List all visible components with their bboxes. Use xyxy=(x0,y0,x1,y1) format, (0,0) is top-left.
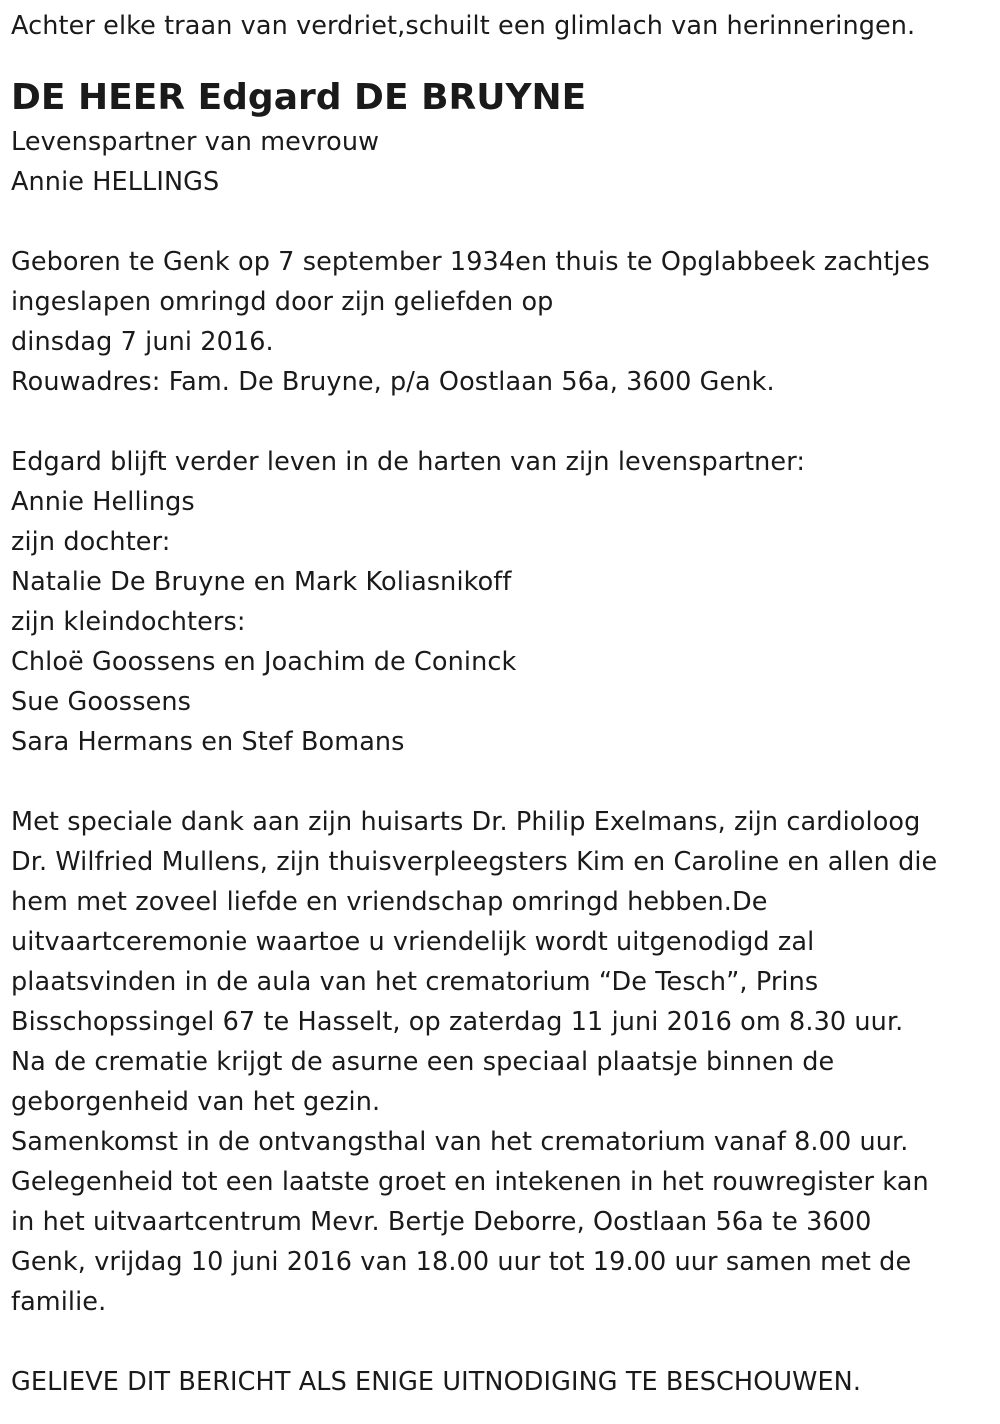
deceased-name-heading: DE HEER Edgard DE BRUYNE xyxy=(11,77,587,118)
birth-death-line: dinsdag 7 juni 2016. xyxy=(11,327,274,357)
ceremony-line: plaatsvinden in de aula van het crematorium “De Tesch”, Prins xyxy=(11,967,819,997)
ceremony-line: geborgenheid van het gezin. xyxy=(11,1087,381,1117)
motto: Achter elke traan van verdriet,schuilt een glimlach van herinneringen. xyxy=(11,11,916,41)
spacer xyxy=(11,762,986,802)
ceremony-line: Samenkomst in de ontvangsthal van het crematorium vanaf 8.00 uur. xyxy=(11,1127,909,1157)
family-line: Sue Goossens xyxy=(11,687,192,717)
ceremony-line: Bisschopssingel 67 te Hasselt, op zaterdag 11 juni 2016 om 8.30 uur. xyxy=(11,1007,904,1037)
birth-death-line: ingeslapen omringd door zijn geliefden op xyxy=(11,287,554,317)
closing-notice: GELIEVE DIT BERICHT ALS ENIGE UITNODIGING TE BESCHOUWEN. xyxy=(11,1367,862,1397)
spacer xyxy=(11,202,986,242)
partner-block xyxy=(11,122,986,202)
family-line: Annie Hellings xyxy=(11,487,195,517)
ceremony-line: Genk, vrijdag 10 juni 2016 van 18.00 uur tot 19.00 uur samen met de xyxy=(11,1247,912,1277)
ceremony-line: hem met zoveel liefde en vriendschap omringd hebben.De xyxy=(11,887,768,917)
ceremony-line: uitvaartceremonie waartoe u vriendelijk wordt uitgenodigd zal xyxy=(11,927,815,957)
birth-death-block xyxy=(11,242,986,402)
spacer xyxy=(11,402,986,442)
family-line: zijn dochter: xyxy=(11,527,171,557)
obituary-notice xyxy=(11,6,986,1402)
family-line: Natalie De Bruyne en Mark Koliasnikoff xyxy=(11,567,512,597)
mourning-address: Rouwadres: Fam. De Bruyne, p/a Oostlaan 56a, 3600 Genk. xyxy=(11,367,775,397)
family-line: zijn kleindochters: xyxy=(11,607,246,637)
partner-line: Levenspartner van mevrouw xyxy=(11,127,380,157)
family-block xyxy=(11,442,986,762)
ceremony-line: Dr. Wilfried Mullens, zijn thuisverpleegsters Kim en Caroline en allen die xyxy=(11,847,938,877)
partner-line: Annie HELLINGS xyxy=(11,167,220,197)
ceremony-block xyxy=(11,802,986,1322)
ceremony-line: Gelegenheid tot een laatste groet en intekenen in het rouwregister kan xyxy=(11,1167,929,1197)
ceremony-line: in het uitvaartcentrum Mevr. Bertje Deborre, Oostlaan 56a te 3600 xyxy=(11,1207,872,1237)
spacer xyxy=(11,1322,986,1362)
family-line: Sara Hermans en Stef Bomans xyxy=(11,727,405,757)
ceremony-line: familie. xyxy=(11,1287,107,1317)
ceremony-line: Na de crematie krijgt de asurne een speciaal plaatsje binnen de xyxy=(11,1047,835,1077)
ceremony-line: Met speciale dank aan zijn huisarts Dr. Philip Exelmans, zijn cardioloog xyxy=(11,807,921,837)
family-line: Edgard blijft verder leven in de harten van zijn levenspartner: xyxy=(11,447,806,477)
family-line: Chloë Goossens en Joachim de Coninck xyxy=(11,647,517,677)
birth-death-line: Geboren te Genk op 7 september 1934en thuis te Opglabbeek zachtjes xyxy=(11,247,930,277)
